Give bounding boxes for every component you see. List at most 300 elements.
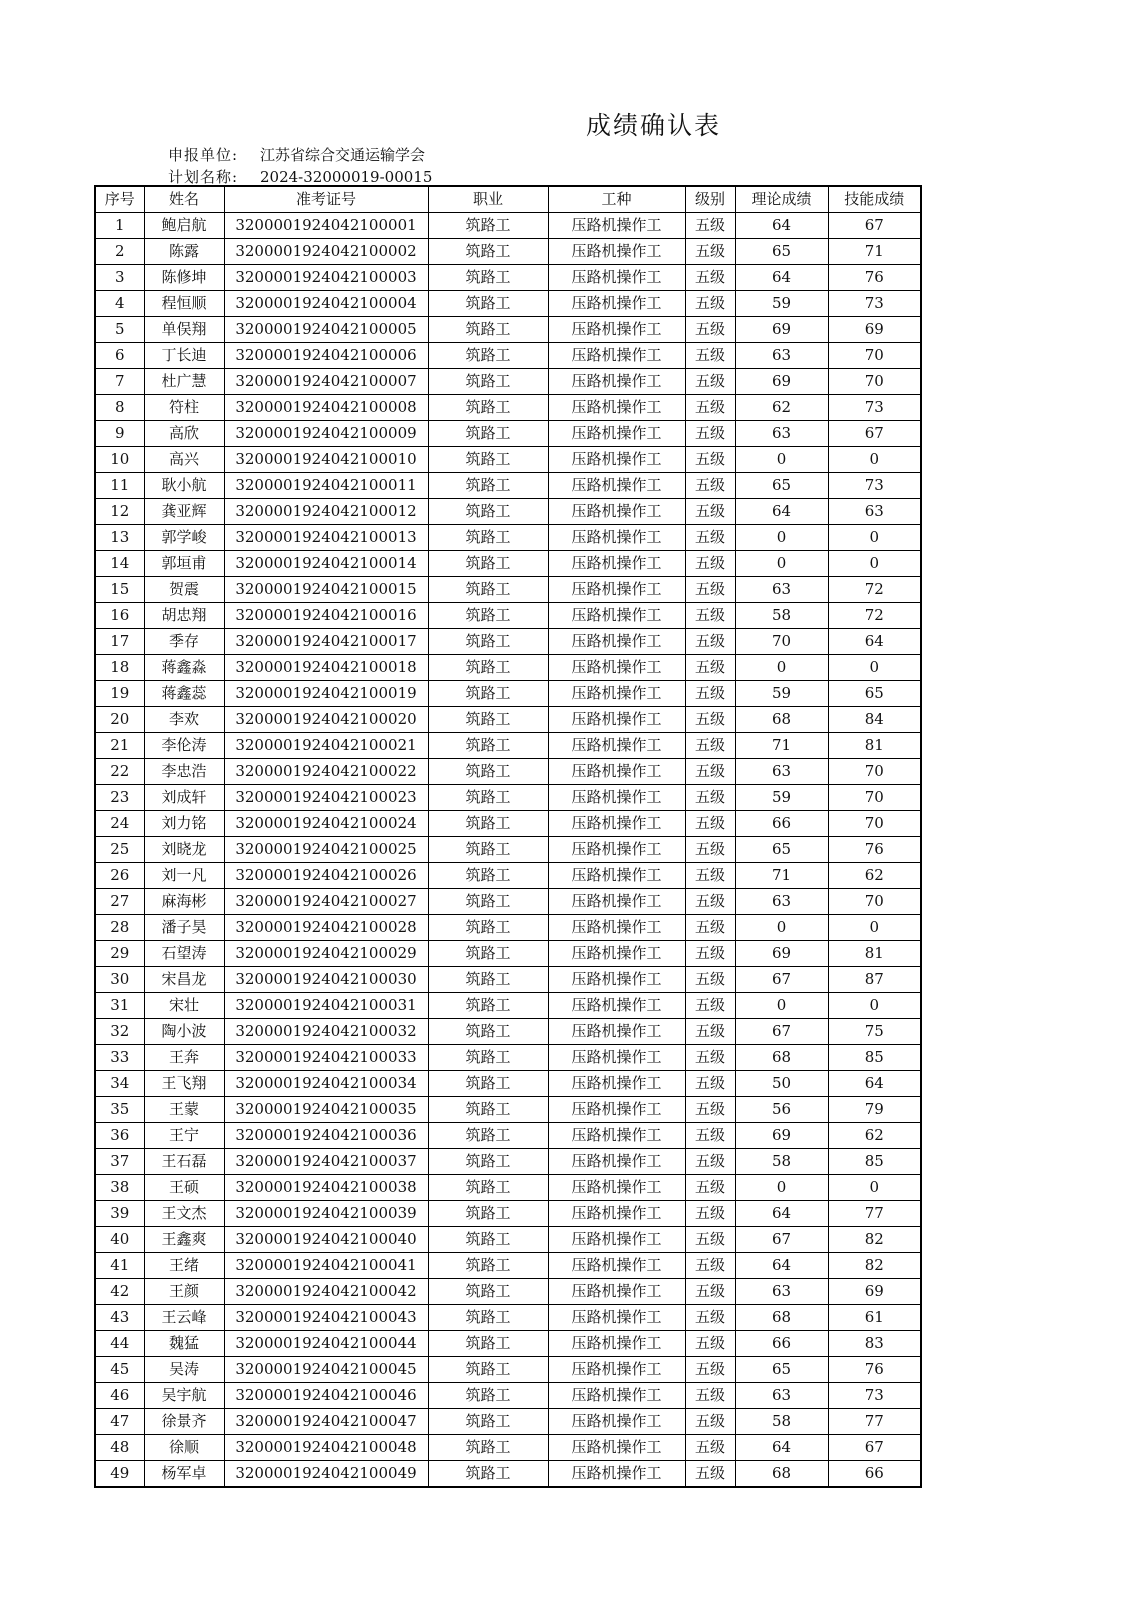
cell-job-type: 压路机操作工: [548, 707, 685, 733]
cell-skill-score: 0: [828, 525, 921, 551]
cell-skill-score: 76: [828, 837, 921, 863]
cell-skill-score: 67: [828, 421, 921, 447]
cell-skill-score: 76: [828, 1357, 921, 1383]
plan-line: [168, 166, 432, 187]
cell-name: 麻海彬: [144, 889, 224, 915]
cell-job-type: 压路机操作工: [548, 1279, 685, 1305]
cell-occupation: 筑路工: [428, 1435, 548, 1461]
header-occupation: 职业: [428, 186, 548, 213]
cell-occupation: 筑路工: [428, 395, 548, 421]
table-row: [95, 993, 921, 1019]
cell-job-type: 压路机操作工: [548, 1305, 685, 1331]
cell-skill-score: 73: [828, 1383, 921, 1409]
cell-level: 五级: [685, 499, 735, 525]
cell-name: 刘成轩: [144, 785, 224, 811]
cell-seq: 26: [95, 863, 144, 889]
cell-job-type: 压路机操作工: [548, 447, 685, 473]
cell-theory-score: 63: [735, 421, 828, 447]
cell-name: 刘一凡: [144, 863, 224, 889]
table-row: [95, 1019, 921, 1045]
table-row: [95, 1097, 921, 1123]
table-row: [95, 1305, 921, 1331]
cell-ticket-no: 3200001924042100026: [224, 863, 428, 889]
cell-level: 五级: [685, 941, 735, 967]
table-row: [95, 1461, 921, 1488]
cell-job-type: 压路机操作工: [548, 343, 685, 369]
cell-name: 龚亚辉: [144, 499, 224, 525]
cell-skill-score: 75: [828, 1019, 921, 1045]
cell-name: 贺震: [144, 577, 224, 603]
table-body: [95, 213, 921, 1488]
cell-name: 王奔: [144, 1045, 224, 1071]
cell-occupation: 筑路工: [428, 603, 548, 629]
cell-ticket-no: 3200001924042100040: [224, 1227, 428, 1253]
cell-skill-score: 64: [828, 629, 921, 655]
cell-skill-score: 83: [828, 1331, 921, 1357]
table-row: [95, 785, 921, 811]
cell-seq: 10: [95, 447, 144, 473]
header-level: 级别: [685, 186, 735, 213]
cell-job-type: 压路机操作工: [548, 1071, 685, 1097]
cell-name: 单俣翔: [144, 317, 224, 343]
cell-theory-score: 63: [735, 1383, 828, 1409]
cell-level: 五级: [685, 291, 735, 317]
cell-name: 郭学峻: [144, 525, 224, 551]
cell-skill-score: 70: [828, 889, 921, 915]
cell-job-type: 压路机操作工: [548, 577, 685, 603]
cell-theory-score: 0: [735, 551, 828, 577]
cell-ticket-no: 3200001924042100007: [224, 369, 428, 395]
cell-ticket-no: 3200001924042100006: [224, 343, 428, 369]
cell-skill-score: 73: [828, 291, 921, 317]
cell-occupation: 筑路工: [428, 863, 548, 889]
cell-skill-score: 0: [828, 915, 921, 941]
cell-level: 五级: [685, 811, 735, 837]
cell-ticket-no: 3200001924042100045: [224, 1357, 428, 1383]
cell-job-type: 压路机操作工: [548, 1357, 685, 1383]
cell-occupation: 筑路工: [428, 473, 548, 499]
cell-ticket-no: 3200001924042100019: [224, 681, 428, 707]
cell-ticket-no: 3200001924042100047: [224, 1409, 428, 1435]
cell-job-type: 压路机操作工: [548, 915, 685, 941]
cell-theory-score: 70: [735, 629, 828, 655]
cell-ticket-no: 3200001924042100034: [224, 1071, 428, 1097]
cell-ticket-no: 3200001924042100009: [224, 421, 428, 447]
cell-theory-score: 68: [735, 1045, 828, 1071]
cell-skill-score: 81: [828, 941, 921, 967]
cell-name: 鲍启航: [144, 213, 224, 239]
cell-job-type: 压路机操作工: [548, 421, 685, 447]
cell-level: 五级: [685, 1461, 735, 1488]
cell-job-type: 压路机操作工: [548, 473, 685, 499]
cell-level: 五级: [685, 733, 735, 759]
cell-occupation: 筑路工: [428, 525, 548, 551]
cell-name: 吴涛: [144, 1357, 224, 1383]
score-table: [94, 185, 922, 1488]
cell-ticket-no: 3200001924042100023: [224, 785, 428, 811]
table-row: [95, 1279, 921, 1305]
table-row: [95, 1331, 921, 1357]
table-row: [95, 317, 921, 343]
table-row: [95, 551, 921, 577]
table-row: [95, 811, 921, 837]
cell-ticket-no: 3200001924042100029: [224, 941, 428, 967]
cell-name: 王绪: [144, 1253, 224, 1279]
cell-theory-score: 63: [735, 889, 828, 915]
table-row: [95, 603, 921, 629]
cell-ticket-no: 3200001924042100018: [224, 655, 428, 681]
cell-name: 李伦涛: [144, 733, 224, 759]
cell-occupation: 筑路工: [428, 707, 548, 733]
cell-level: 五级: [685, 1357, 735, 1383]
cell-name: 高欣: [144, 421, 224, 447]
cell-occupation: 筑路工: [428, 811, 548, 837]
cell-level: 五级: [685, 629, 735, 655]
cell-ticket-no: 3200001924042100042: [224, 1279, 428, 1305]
cell-occupation: 筑路工: [428, 681, 548, 707]
cell-theory-score: 68: [735, 1305, 828, 1331]
cell-seq: 4: [95, 291, 144, 317]
cell-skill-score: 0: [828, 447, 921, 473]
cell-ticket-no: 3200001924042100003: [224, 265, 428, 291]
table-row: [95, 1149, 921, 1175]
cell-occupation: 筑路工: [428, 291, 548, 317]
cell-seq: 12: [95, 499, 144, 525]
cell-skill-score: 0: [828, 1175, 921, 1201]
cell-skill-score: 70: [828, 343, 921, 369]
cell-ticket-no: 3200001924042100031: [224, 993, 428, 1019]
cell-seq: 16: [95, 603, 144, 629]
cell-skill-score: 73: [828, 395, 921, 421]
cell-theory-score: 64: [735, 213, 828, 239]
table-row: [95, 629, 921, 655]
cell-ticket-no: 3200001924042100025: [224, 837, 428, 863]
cell-skill-score: 62: [828, 863, 921, 889]
cell-skill-score: 69: [828, 317, 921, 343]
cell-name: 高兴: [144, 447, 224, 473]
unit-value: 江苏省综合交通运输学会: [260, 146, 426, 164]
cell-name: 王文杰: [144, 1201, 224, 1227]
cell-job-type: 压路机操作工: [548, 291, 685, 317]
table-row: [95, 395, 921, 421]
cell-name: 王飞翔: [144, 1071, 224, 1097]
cell-theory-score: 0: [735, 915, 828, 941]
table-row: [95, 1071, 921, 1097]
cell-occupation: 筑路工: [428, 447, 548, 473]
cell-ticket-no: 3200001924042100044: [224, 1331, 428, 1357]
cell-seq: 15: [95, 577, 144, 603]
table-row: [95, 1357, 921, 1383]
cell-seq: 46: [95, 1383, 144, 1409]
cell-level: 五级: [685, 915, 735, 941]
cell-theory-score: 50: [735, 1071, 828, 1097]
cell-seq: 29: [95, 941, 144, 967]
cell-theory-score: 62: [735, 395, 828, 421]
table-row: [95, 447, 921, 473]
cell-ticket-no: 3200001924042100048: [224, 1435, 428, 1461]
cell-skill-score: 72: [828, 577, 921, 603]
table-row: [95, 343, 921, 369]
cell-level: 五级: [685, 1331, 735, 1357]
cell-skill-score: 82: [828, 1253, 921, 1279]
cell-theory-score: 65: [735, 1357, 828, 1383]
cell-theory-score: 69: [735, 317, 828, 343]
cell-theory-score: 65: [735, 239, 828, 265]
cell-level: 五级: [685, 1097, 735, 1123]
cell-level: 五级: [685, 473, 735, 499]
cell-skill-score: 84: [828, 707, 921, 733]
cell-seq: 18: [95, 655, 144, 681]
cell-level: 五级: [685, 681, 735, 707]
cell-level: 五级: [685, 889, 735, 915]
cell-name: 蒋鑫蕊: [144, 681, 224, 707]
cell-ticket-no: 3200001924042100008: [224, 395, 428, 421]
cell-name: 蒋鑫淼: [144, 655, 224, 681]
cell-theory-score: 0: [735, 447, 828, 473]
cell-ticket-no: 3200001924042100013: [224, 525, 428, 551]
table-row: [95, 1227, 921, 1253]
cell-level: 五级: [685, 863, 735, 889]
cell-job-type: 压路机操作工: [548, 655, 685, 681]
cell-job-type: 压路机操作工: [548, 395, 685, 421]
table-row: [95, 213, 921, 239]
cell-name: 程恒顺: [144, 291, 224, 317]
cell-seq: 11: [95, 473, 144, 499]
table-row: [95, 915, 921, 941]
cell-theory-score: 0: [735, 993, 828, 1019]
cell-seq: 5: [95, 317, 144, 343]
cell-seq: 38: [95, 1175, 144, 1201]
cell-ticket-no: 3200001924042100046: [224, 1383, 428, 1409]
cell-name: 宋壮: [144, 993, 224, 1019]
cell-job-type: 压路机操作工: [548, 1123, 685, 1149]
cell-ticket-no: 3200001924042100027: [224, 889, 428, 915]
cell-level: 五级: [685, 1201, 735, 1227]
cell-theory-score: 58: [735, 1409, 828, 1435]
cell-name: 陈露: [144, 239, 224, 265]
cell-occupation: 筑路工: [428, 941, 548, 967]
cell-seq: 17: [95, 629, 144, 655]
cell-skill-score: 76: [828, 265, 921, 291]
cell-name: 李欢: [144, 707, 224, 733]
cell-skill-score: 66: [828, 1461, 921, 1488]
cell-theory-score: 63: [735, 577, 828, 603]
cell-seq: 21: [95, 733, 144, 759]
cell-seq: 31: [95, 993, 144, 1019]
cell-occupation: 筑路工: [428, 967, 548, 993]
cell-skill-score: 85: [828, 1045, 921, 1071]
cell-seq: 39: [95, 1201, 144, 1227]
cell-job-type: 压路机操作工: [548, 967, 685, 993]
cell-ticket-no: 3200001924042100039: [224, 1201, 428, 1227]
table-row: [95, 1175, 921, 1201]
cell-name: 吴宇航: [144, 1383, 224, 1409]
cell-level: 五级: [685, 265, 735, 291]
cell-seq: 20: [95, 707, 144, 733]
cell-job-type: 压路机操作工: [548, 863, 685, 889]
cell-theory-score: 59: [735, 291, 828, 317]
cell-level: 五级: [685, 1305, 735, 1331]
cell-occupation: 筑路工: [428, 1019, 548, 1045]
cell-seq: 22: [95, 759, 144, 785]
cell-theory-score: 69: [735, 941, 828, 967]
table-row: [95, 421, 921, 447]
cell-name: 胡忠翔: [144, 603, 224, 629]
cell-job-type: 压路机操作工: [548, 681, 685, 707]
cell-seq: 3: [95, 265, 144, 291]
cell-occupation: 筑路工: [428, 1045, 548, 1071]
cell-level: 五级: [685, 551, 735, 577]
cell-theory-score: 58: [735, 603, 828, 629]
cell-seq: 13: [95, 525, 144, 551]
cell-ticket-no: 3200001924042100035: [224, 1097, 428, 1123]
cell-occupation: 筑路工: [428, 1383, 548, 1409]
cell-occupation: 筑路工: [428, 265, 548, 291]
cell-ticket-no: 3200001924042100041: [224, 1253, 428, 1279]
cell-job-type: 压路机操作工: [548, 1409, 685, 1435]
table-row: [95, 733, 921, 759]
cell-theory-score: 0: [735, 655, 828, 681]
table-row: [95, 1253, 921, 1279]
cell-theory-score: 59: [735, 785, 828, 811]
cell-occupation: 筑路工: [428, 1071, 548, 1097]
cell-skill-score: 69: [828, 1279, 921, 1305]
cell-occupation: 筑路工: [428, 1409, 548, 1435]
cell-occupation: 筑路工: [428, 993, 548, 1019]
cell-occupation: 筑路工: [428, 1253, 548, 1279]
cell-occupation: 筑路工: [428, 1149, 548, 1175]
cell-ticket-no: 3200001924042100036: [224, 1123, 428, 1149]
cell-job-type: 压路机操作工: [548, 1175, 685, 1201]
cell-occupation: 筑路工: [428, 577, 548, 603]
cell-level: 五级: [685, 239, 735, 265]
cell-name: 石望涛: [144, 941, 224, 967]
table-row: [95, 681, 921, 707]
cell-theory-score: 64: [735, 1435, 828, 1461]
cell-job-type: 压路机操作工: [548, 759, 685, 785]
cell-skill-score: 63: [828, 499, 921, 525]
cell-name: 李忠浩: [144, 759, 224, 785]
cell-seq: 34: [95, 1071, 144, 1097]
cell-name: 符柱: [144, 395, 224, 421]
cell-job-type: 压路机操作工: [548, 1097, 685, 1123]
cell-seq: 47: [95, 1409, 144, 1435]
cell-seq: 40: [95, 1227, 144, 1253]
cell-level: 五级: [685, 1071, 735, 1097]
cell-level: 五级: [685, 655, 735, 681]
cell-skill-score: 0: [828, 655, 921, 681]
cell-ticket-no: 3200001924042100016: [224, 603, 428, 629]
cell-job-type: 压路机操作工: [548, 551, 685, 577]
cell-ticket-no: 3200001924042100005: [224, 317, 428, 343]
cell-theory-score: 64: [735, 1253, 828, 1279]
cell-occupation: 筑路工: [428, 317, 548, 343]
cell-skill-score: 62: [828, 1123, 921, 1149]
cell-ticket-no: 3200001924042100011: [224, 473, 428, 499]
cell-level: 五级: [685, 1149, 735, 1175]
cell-skill-score: 65: [828, 681, 921, 707]
cell-level: 五级: [685, 1409, 735, 1435]
cell-level: 五级: [685, 421, 735, 447]
cell-occupation: 筑路工: [428, 1175, 548, 1201]
cell-theory-score: 68: [735, 707, 828, 733]
cell-occupation: 筑路工: [428, 343, 548, 369]
cell-level: 五级: [685, 577, 735, 603]
cell-skill-score: 79: [828, 1097, 921, 1123]
cell-level: 五级: [685, 447, 735, 473]
cell-job-type: 压路机操作工: [548, 1149, 685, 1175]
cell-skill-score: 70: [828, 811, 921, 837]
table-row: [95, 941, 921, 967]
cell-ticket-no: 3200001924042100020: [224, 707, 428, 733]
cell-occupation: 筑路工: [428, 551, 548, 577]
table-row: [95, 1409, 921, 1435]
cell-occupation: 筑路工: [428, 1097, 548, 1123]
cell-job-type: 压路机操作工: [548, 525, 685, 551]
cell-ticket-no: 3200001924042100010: [224, 447, 428, 473]
cell-seq: 7: [95, 369, 144, 395]
cell-theory-score: 69: [735, 1123, 828, 1149]
table-row: [95, 967, 921, 993]
table-row: [95, 369, 921, 395]
cell-occupation: 筑路工: [428, 1279, 548, 1305]
cell-seq: 24: [95, 811, 144, 837]
cell-skill-score: 0: [828, 993, 921, 1019]
cell-ticket-no: 3200001924042100004: [224, 291, 428, 317]
cell-occupation: 筑路工: [428, 421, 548, 447]
cell-occupation: 筑路工: [428, 785, 548, 811]
cell-theory-score: 65: [735, 473, 828, 499]
table-row: [95, 1045, 921, 1071]
cell-job-type: 压路机操作工: [548, 317, 685, 343]
cell-level: 五级: [685, 317, 735, 343]
cell-occupation: 筑路工: [428, 499, 548, 525]
table-row: [95, 473, 921, 499]
cell-name: 陈修坤: [144, 265, 224, 291]
cell-job-type: 压路机操作工: [548, 889, 685, 915]
cell-ticket-no: 3200001924042100001: [224, 213, 428, 239]
cell-name: 丁长迪: [144, 343, 224, 369]
cell-name: 郭垣甫: [144, 551, 224, 577]
cell-seq: 41: [95, 1253, 144, 1279]
cell-job-type: 压路机操作工: [548, 1253, 685, 1279]
header-name: 姓名: [144, 186, 224, 213]
cell-skill-score: 73: [828, 473, 921, 499]
cell-level: 五级: [685, 707, 735, 733]
cell-name: 魏猛: [144, 1331, 224, 1357]
header-ticket-no: 准考证号: [224, 186, 428, 213]
cell-theory-score: 71: [735, 863, 828, 889]
cell-seq: 36: [95, 1123, 144, 1149]
cell-skill-score: 70: [828, 369, 921, 395]
cell-occupation: 筑路工: [428, 629, 548, 655]
cell-occupation: 筑路工: [428, 915, 548, 941]
cell-theory-score: 56: [735, 1097, 828, 1123]
cell-job-type: 压路机操作工: [548, 1461, 685, 1488]
header-skill-score: 技能成绩: [828, 186, 921, 213]
cell-level: 五级: [685, 1435, 735, 1461]
table-row: [95, 525, 921, 551]
cell-ticket-no: 3200001924042100030: [224, 967, 428, 993]
cell-ticket-no: 3200001924042100017: [224, 629, 428, 655]
cell-theory-score: 64: [735, 265, 828, 291]
cell-job-type: 压路机操作工: [548, 499, 685, 525]
cell-seq: 23: [95, 785, 144, 811]
table-row: [95, 863, 921, 889]
cell-level: 五级: [685, 395, 735, 421]
cell-ticket-no: 3200001924042100015: [224, 577, 428, 603]
table-row: [95, 655, 921, 681]
